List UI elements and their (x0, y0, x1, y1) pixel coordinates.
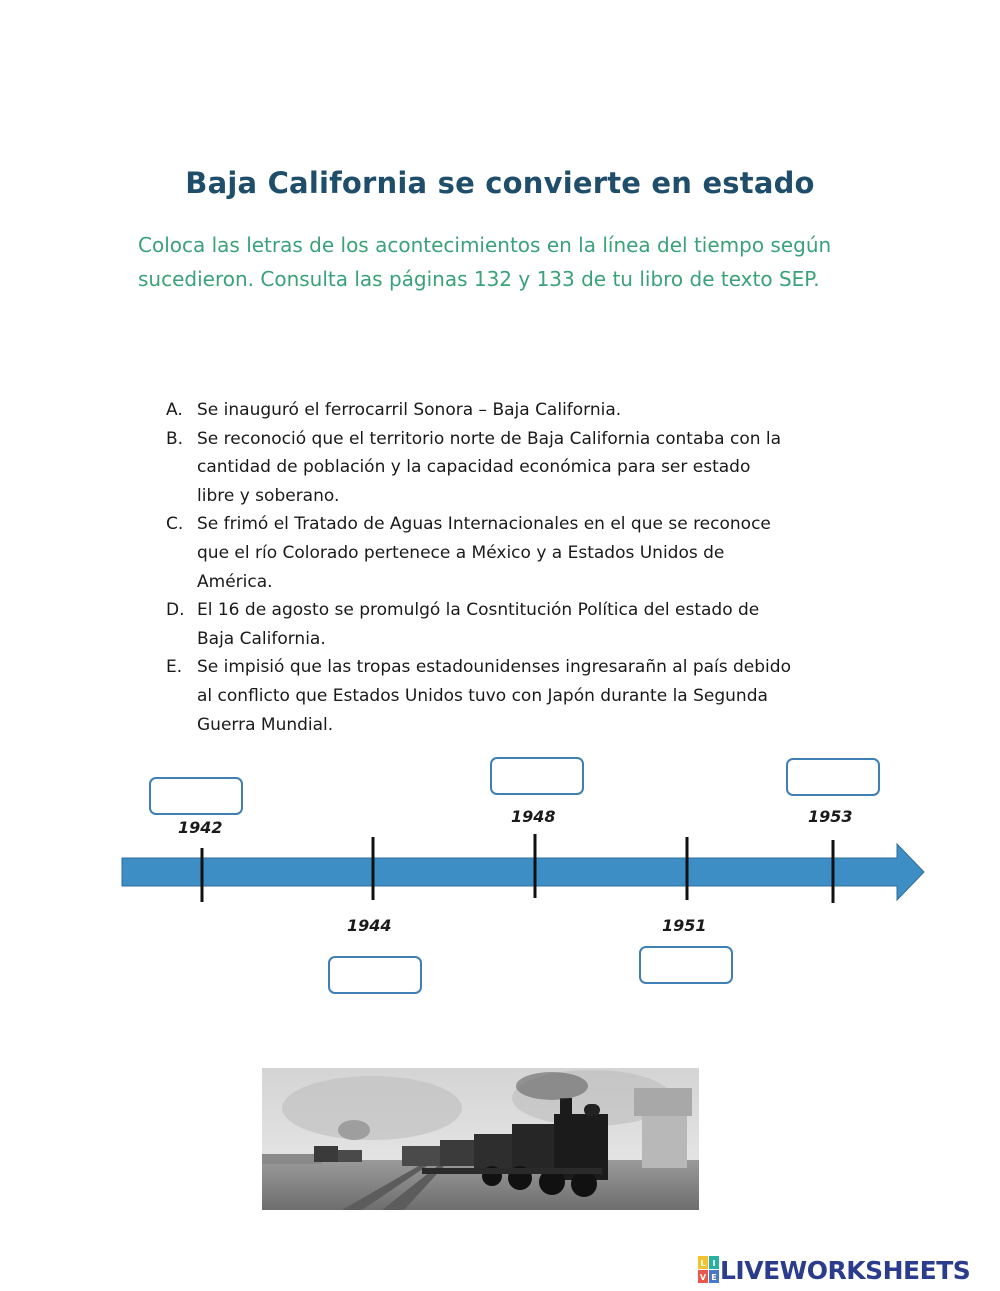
timeline-arrow (122, 844, 924, 900)
event-line: Guerra Mundial. (197, 714, 334, 735)
svg-text:E: E (711, 1273, 717, 1282)
brand-logo (698, 1254, 970, 1286)
event-line: Se reconoció que el territorio norte de Baja California contaba con la (197, 428, 782, 449)
timeline (0, 740, 1000, 1020)
instructions-text: Coloca las letras de los acontecimientos en la línea del tiempo según sucedieron. Consulta las páginas 132 y 133 de tu libro de texto SEP. (138, 233, 832, 291)
list-item (166, 510, 866, 596)
list-item (166, 653, 866, 739)
answer-box-1951[interactable] (639, 946, 733, 984)
year-label-1951: 1951 (662, 916, 707, 935)
event-line: cantidad de población y la capacidad económica para ser estado (197, 457, 751, 478)
year-label-1953: 1953 (808, 807, 853, 826)
event-line: libre y soberano. (197, 485, 340, 506)
event-letter: B. (166, 428, 184, 449)
answer-box-1942[interactable] (149, 777, 243, 815)
event-line: América. (197, 571, 273, 592)
event-line: Baja California. (197, 628, 326, 649)
list-item (166, 596, 866, 653)
train-photo (262, 1068, 699, 1210)
svg-text:V: V (699, 1273, 707, 1282)
event-line: Se frimó el Tratado de Aguas Internacionales en el que se reconoce (197, 514, 771, 535)
svg-text:I: I (712, 1259, 716, 1268)
event-line: El 16 de agosto se promulgó la Cosntitución Política del estado de (197, 600, 760, 621)
event-line: que el río Colorado pertenece a México y a Estados Unidos de (197, 542, 725, 563)
page-title: Baja California se convierte en estado (185, 166, 815, 200)
list-item (166, 425, 866, 511)
event-letter: A. (166, 400, 183, 420)
svg-text:L: L (700, 1259, 706, 1268)
events-list (166, 396, 866, 739)
liveworksheets-logo-icon (698, 1256, 720, 1284)
answer-box-1948[interactable] (490, 757, 584, 795)
event-line: Se impisió que las tropas estadounidenses ingresarañn al país debido (197, 657, 791, 678)
event-letter: E. (166, 657, 183, 678)
brand-name: LIVEWORKSHEETS (720, 1255, 971, 1285)
list-item (166, 396, 866, 425)
answer-box-1953[interactable] (786, 758, 880, 796)
year-label-1948: 1948 (511, 807, 556, 826)
event-line: Se inauguró el ferrocarril Sonora – Baja California. (197, 400, 622, 420)
year-label-1944: 1944 (347, 916, 392, 935)
event-line: al conflicto que Estados Unidos tuvo con Japón durante la Segunda (197, 685, 768, 706)
answer-box-1944[interactable] (328, 956, 422, 994)
event-letter: C. (166, 514, 184, 535)
year-label-1942: 1942 (178, 818, 223, 837)
event-letter: D. (166, 600, 185, 621)
